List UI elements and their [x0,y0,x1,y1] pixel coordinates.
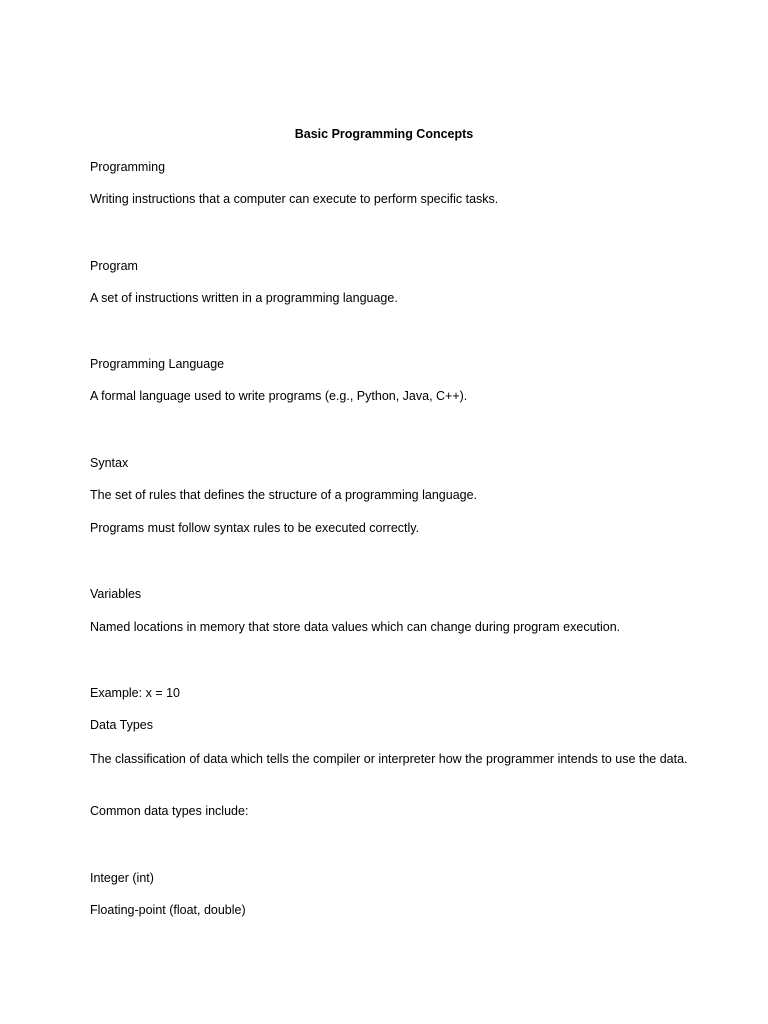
data-type-integer: Integer (int) [90,871,154,885]
definition-syntax: The set of rules that defines the structure of a programming language. [90,488,478,502]
term-program: Program [90,259,138,273]
definition-programming: Writing instructions that a computer can execute to perform specific tasks. [90,192,499,206]
data-types-intro: Common data types include: [90,804,249,818]
term-data-types: Data Types [90,718,154,732]
data-type-float: Floating-point (float, double) [90,903,246,917]
definition-data-types: The classification of data which tells the compiler or interpreter how the programmer intends to use the data. [90,752,688,766]
definition-programming-language: A formal language used to write programs (e.g., Python, Java, C++). [90,389,468,403]
syntax-note: Programs must follow syntax rules to be executed correctly. [90,521,420,535]
document-title: Basic Programming Concepts [294,127,474,141]
definition-program: A set of instructions written in a programming language. [90,291,398,305]
term-syntax: Syntax [90,456,129,470]
term-variables: Variables [90,587,142,601]
variables-example: Example: x = 10 [90,686,180,700]
term-programming-language: Programming Language [90,357,225,371]
definition-variables: Named locations in memory that store data values which can change during program execution. [90,620,621,634]
term-programming: Programming [90,160,166,174]
